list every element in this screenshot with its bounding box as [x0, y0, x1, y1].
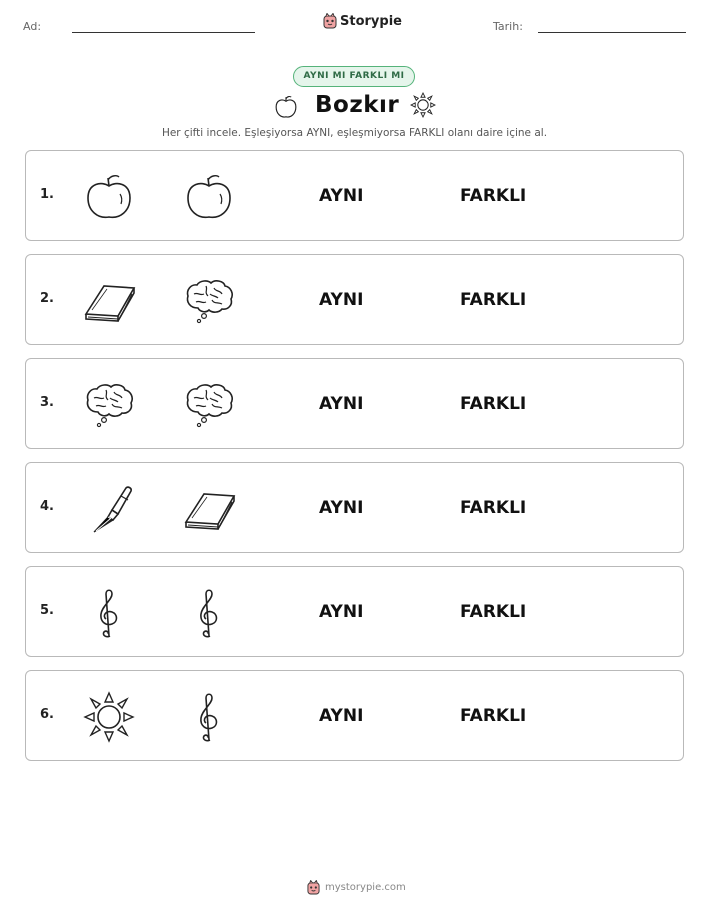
- treble-clef-icon: [182, 690, 236, 744]
- apple-icon: [182, 170, 236, 224]
- sun-icon: [409, 91, 437, 123]
- brand-logo: [323, 13, 402, 29]
- option-different[interactable]: FARKLI: [460, 290, 527, 310]
- name-line[interactable]: [72, 32, 255, 33]
- brain-icon: [182, 378, 236, 432]
- fountain-pen-icon: [82, 482, 136, 536]
- storypie-mascot-icon: [323, 13, 337, 29]
- exercise-row: [25, 150, 684, 241]
- date-line[interactable]: [538, 32, 686, 33]
- brain-icon: [182, 274, 236, 328]
- row-number: 6.: [40, 707, 54, 722]
- option-different[interactable]: FARKLI: [460, 602, 527, 622]
- exercise-row: [25, 358, 684, 449]
- brand-name: Storypie: [340, 13, 402, 29]
- name-label: Ad:: [23, 20, 42, 33]
- worksheet-type-badge: AYNI MI FARKLI MI: [293, 66, 415, 87]
- instruction-text: Her çifti incele. Eşleşiyorsa AYNI, eşleşmiyorsa FARKLI olanı daire içine al.: [161, 127, 548, 139]
- book-icon: [182, 482, 236, 536]
- footer: [307, 880, 406, 895]
- exercise-row: [25, 670, 684, 761]
- storypie-mascot-icon: [307, 880, 320, 895]
- brain-icon: [82, 378, 136, 432]
- option-same[interactable]: AYNI: [319, 498, 364, 518]
- option-different[interactable]: FARKLI: [460, 186, 527, 206]
- page-title: Bozkır: [315, 92, 400, 118]
- apple-icon: [272, 93, 300, 125]
- exercise-row: [25, 566, 684, 657]
- date-label: Tarih:: [493, 20, 523, 33]
- row-number: 3.: [40, 395, 54, 410]
- book-icon: [82, 274, 136, 328]
- apple-icon: [82, 170, 136, 224]
- option-same[interactable]: AYNI: [319, 394, 364, 414]
- option-different[interactable]: FARKLI: [460, 706, 527, 726]
- treble-clef-icon: [82, 586, 136, 640]
- option-different[interactable]: FARKLI: [460, 498, 527, 518]
- exercise-row: [25, 462, 684, 553]
- row-number: 2.: [40, 291, 54, 306]
- option-same[interactable]: AYNI: [319, 602, 364, 622]
- row-number: 4.: [40, 499, 54, 514]
- exercise-row: [25, 254, 684, 345]
- footer-site: mystorypie.com: [325, 882, 406, 893]
- option-different[interactable]: FARKLI: [460, 394, 527, 414]
- row-number: 5.: [40, 603, 54, 618]
- sun-icon: [82, 690, 136, 744]
- row-number: 1.: [40, 187, 54, 202]
- option-same[interactable]: AYNI: [319, 186, 364, 206]
- option-same[interactable]: AYNI: [319, 706, 364, 726]
- treble-clef-icon: [182, 586, 236, 640]
- option-same[interactable]: AYNI: [319, 290, 364, 310]
